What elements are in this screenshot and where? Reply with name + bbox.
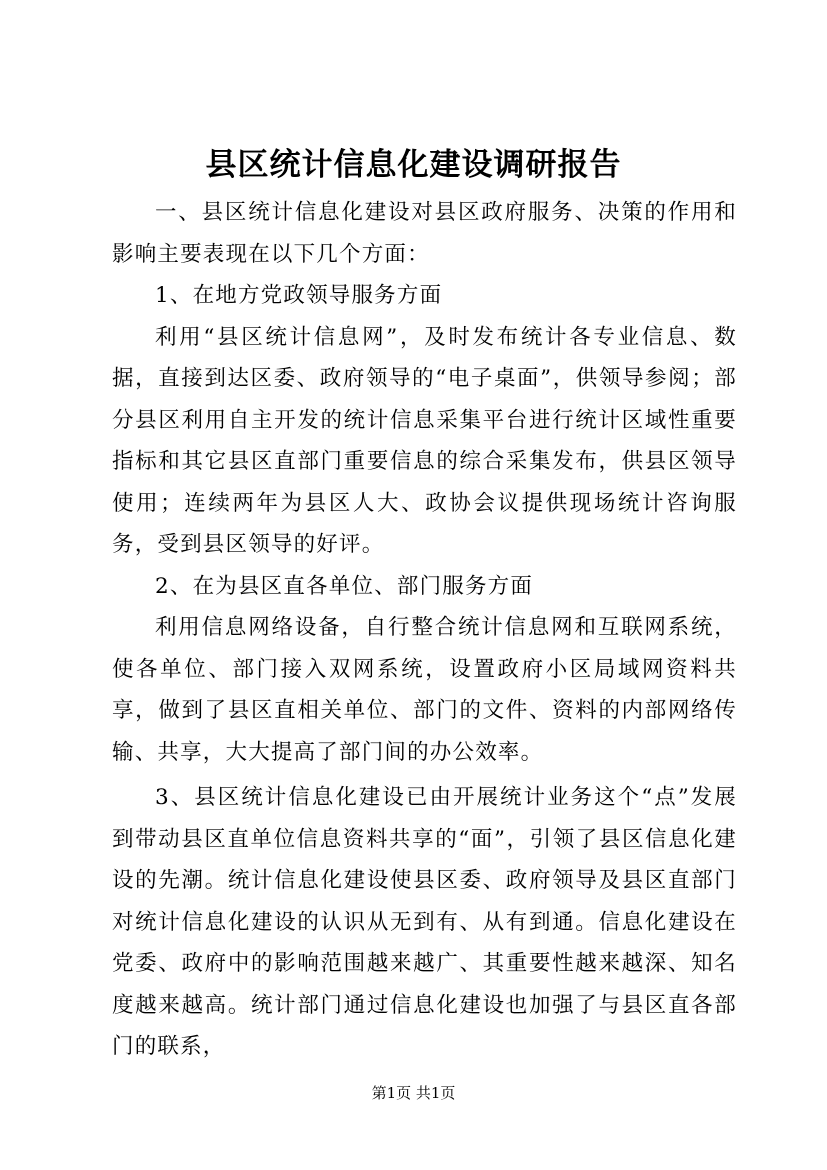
- paragraph-body-2: 利用信息网络设备，自行整合统计信息网和互联网系统，使各单位、部门接入双网系统，设置政府小区局域网资料共享，做到了县区直相关单位、部门的文件、资料的内部网络传输、共享，大大提高了部门间的办公效率。: [112, 615, 737, 765]
- paragraph-subheading-1: 1、在地方党政领导服务方面: [155, 283, 443, 308]
- paragraph-body-1: 利用“县区统计信息网”，及时发布统计各专业信息、数据，直接到达区委、政府领导的“电子桌面”，供领导参阅；部分县区利用自主开发的统计信息采集平台进行统计区域性重要指标和其它县区直部门重要信息的综合采集发布，供县区领导使用；连续两年为县区人大、政协会议提供现场统计咨询服务，受到县区领导的好评。: [112, 324, 737, 557]
- paragraph-body-3: 3、县区统计信息化建设已由开展统计业务这个“点”发展到带动县区直单位信息资料共享的“面”，引领了县区信息化建设的先潮。统计信息化建设使县区委、政府领导及县区直部门对统计信息化建设的认识从无到有、从有到通。信息化建设在党委、政府中的影响范围越来越广、其重要性越来越深、知名度越来越高。统计部门通过信息化建设也加强了与县区直各部门的联系，: [112, 785, 737, 1059]
- paragraph-subheading-2: 2、在为县区直各单位、部门服务方面: [155, 573, 534, 599]
- document-body: [112, 192, 737, 1068]
- paragraph-section-heading: 一、县区统计信息化建设对县区政府服务、决策的作用和影响主要表现在以下几个方面：: [112, 200, 737, 267]
- page-footer: 第1页 共1页: [371, 1084, 456, 1102]
- document-title: 县区统计信息化建设调研报告: [205, 147, 622, 183]
